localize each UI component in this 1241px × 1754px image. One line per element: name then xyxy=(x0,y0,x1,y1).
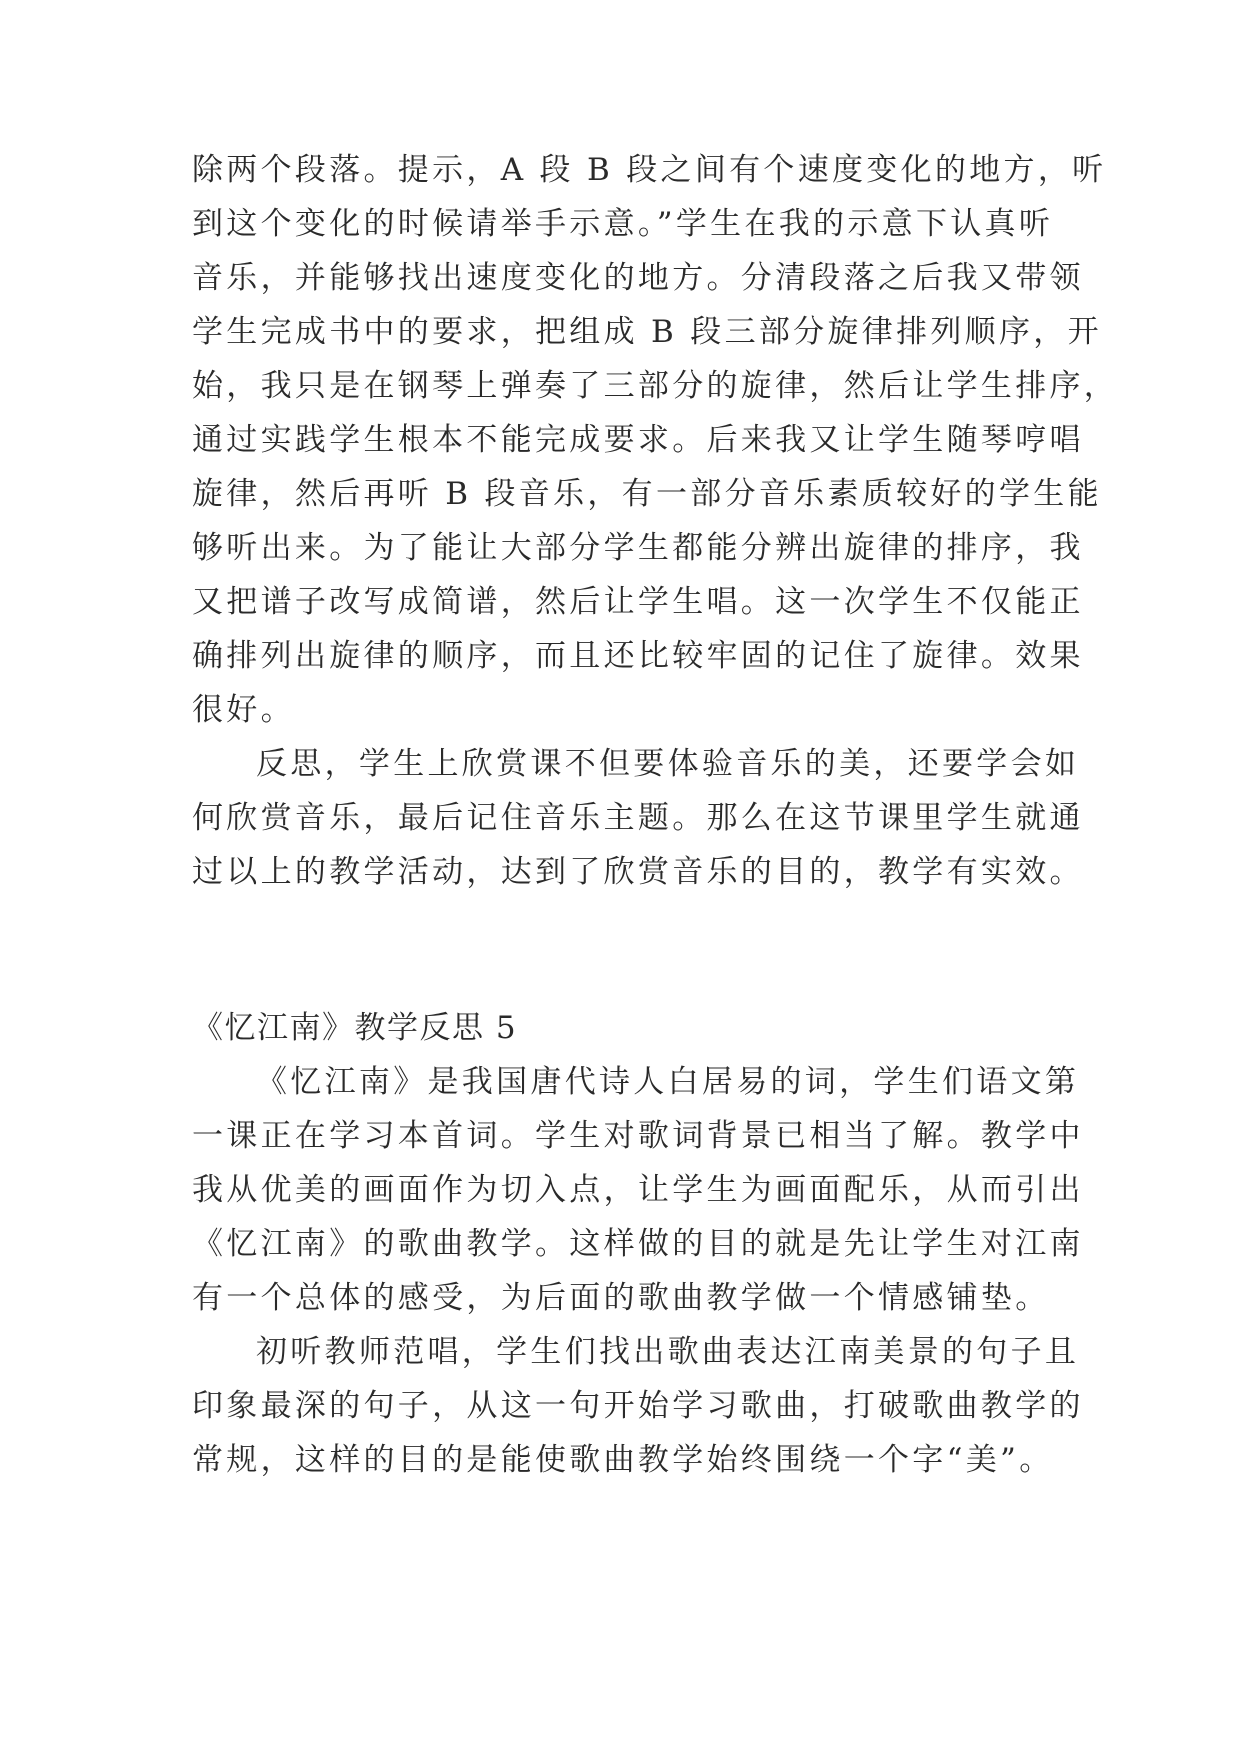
text-line: 一课正在学习本首词。学生对歌词背景已相当了解。教学中 xyxy=(192,1118,1084,1154)
text-line: 印象最深的句子，从这一句开始学习歌曲，打破歌曲教学的 xyxy=(192,1388,1084,1424)
text-line: 有一个总体的感受，为后面的歌曲教学做一个情感铺垫。 xyxy=(192,1280,1050,1316)
text-line: 《忆江南》的歌曲教学。这样做的目的就是先让学生对江南 xyxy=(192,1226,1084,1262)
text-line: 反思，学生上欣赏课不但要体验音乐的美，还要学会如 xyxy=(256,746,1080,782)
text-line: 到这个变化的时候请举手示意。”学生在我的示意下认真听 xyxy=(192,206,1054,242)
text-line: 音乐，并能够找出速度变化的地方。分清段落之后我又带领 xyxy=(192,260,1084,296)
text-line: 始，我只是在钢琴上弹奏了三部分的旋律，然后让学生排序， xyxy=(192,368,1119,404)
text-line: 除两个段落。提示，A 段 B 段之间有个速度变化的地方，听 xyxy=(192,152,1107,188)
text-line: 旋律，然后再听 B 段音乐，有一部分音乐素质较好的学生能 xyxy=(192,476,1102,512)
text-line: 够听出来。为了能让大部分学生都能分辨出旋律的排序，我 xyxy=(192,530,1084,566)
text-line: 何欣赏音乐，最后记住音乐主题。那么在这节课里学生就通 xyxy=(192,800,1084,836)
text-line: 又把谱子改写成简谱，然后让学生唱。这一次学生不仅能正 xyxy=(192,584,1084,620)
text-line: 很好。 xyxy=(192,692,295,728)
text-line: 通过实践学生根本不能完成要求。后来我又让学生随琴哼唱 xyxy=(192,422,1084,458)
text-line: 《忆江南》是我国唐代诗人白居易的词，学生们语文第 xyxy=(256,1064,1080,1100)
text-line: 初听教师范唱，学生们找出歌曲表达江南美景的句子且 xyxy=(256,1334,1080,1370)
text-line: 过以上的教学活动，达到了欣赏音乐的目的，教学有实效。 xyxy=(192,854,1084,890)
section-heading: 《忆江南》教学反思 5 xyxy=(192,1010,518,1046)
text-line: 确排列出旋律的顺序，而且还比较牢固的记住了旋律。效果 xyxy=(192,638,1084,674)
text-line: 学生完成书中的要求，把组成 B 段三部分旋律排列顺序，开 xyxy=(192,314,1102,350)
text-line: 我从优美的画面作为切入点，让学生为画面配乐，从而引出 xyxy=(192,1172,1084,1208)
text-line: 常规，这样的目的是能使歌曲教学始终围绕一个字“美”。 xyxy=(192,1442,1054,1478)
